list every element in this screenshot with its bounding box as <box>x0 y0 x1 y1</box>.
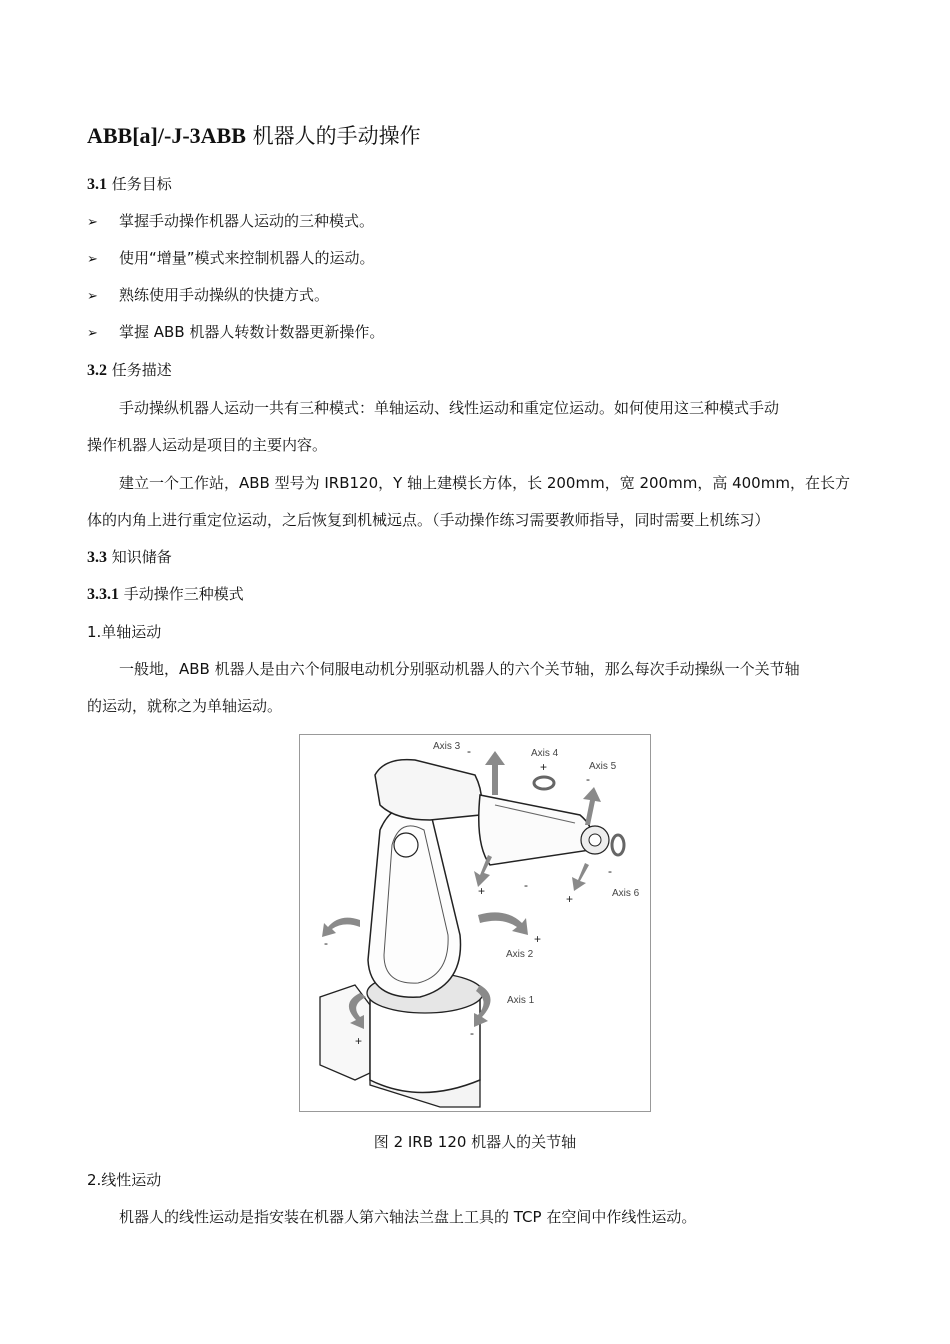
paragraph-line: 建立一个工作站，ABB 型号为 IRB120，Y 轴上建模长方体，长 200mm，宽 200mm，高 400mm，在长方 <box>119 474 850 492</box>
title-prefix: ABB[a]/-J-3ABB <box>87 123 246 148</box>
goal-text: 使用“增量”模式来控制机器人的运动。 <box>119 249 375 267</box>
flange-center <box>589 834 601 846</box>
upper-housing <box>375 760 482 820</box>
joint-2 <box>394 833 418 857</box>
bullet-arrow-icon: ➢ <box>87 289 98 304</box>
goal-text: 熟练使用手动操纵的快捷方式。 <box>119 286 330 304</box>
subheading-linear: 2.线性运动 <box>87 1171 162 1189</box>
axis2-arrow-right <box>478 912 528 935</box>
goal-text: 掌握手动操作机器人运动的三种模式。 <box>119 212 375 230</box>
section-number: 3.2 <box>87 362 107 379</box>
paragraph-line: 体的内角上进行重定位运动，之后恢复到机械远点。（手动操作练习需要教师指导，同时需要上机练习） <box>87 511 770 529</box>
axis-label: Axis 6 <box>612 888 640 899</box>
axis-label: Axis 3 <box>433 741 461 752</box>
section-number: 3.3 <box>87 549 107 566</box>
section-number: 3.3.1 <box>87 586 119 603</box>
minus-sign: - <box>470 1026 474 1040</box>
axis5-arrow-down <box>572 863 589 891</box>
axis-label: Axis 2 <box>506 949 534 960</box>
paragraph-line: 手动操纵机器人运动一共有三种模式：单轴运动、线性运动和重定位运动。如何使用这三种模式手动 <box>119 399 780 417</box>
section-heading-3-1 <box>87 174 172 195</box>
axis3-arrow-up <box>485 751 505 795</box>
section-number: 3.1 <box>87 176 107 193</box>
section-label: 手动操作三种模式 <box>119 585 244 603</box>
axis-label: Axis 1 <box>507 995 535 1006</box>
section-label: 任务目标 <box>107 175 172 193</box>
axis5-arrow-up <box>583 787 601 825</box>
axis6-rotation-arrow <box>612 835 624 855</box>
paragraph-line: 的运动，就称之为单轴运动。 <box>87 697 283 715</box>
axis3-arrow-down <box>474 855 492 887</box>
goal-text: 掌握 ABB 机器人转数计数器更新操作。 <box>119 323 385 341</box>
robot-axes-figure <box>299 734 651 1112</box>
minus-sign: - <box>586 772 590 786</box>
minus-sign: - <box>467 744 471 758</box>
section-heading-3-3-1 <box>87 584 244 605</box>
section-heading-3-2 <box>87 360 172 381</box>
lower-arm <box>368 806 461 998</box>
minus-sign: - <box>324 936 328 950</box>
axis4-rotation-arrow <box>534 777 554 789</box>
goal-list-item <box>87 322 384 344</box>
plus-sign: + <box>534 932 542 946</box>
title-text: 机器人的手动操作 <box>245 124 421 148</box>
goal-list-item <box>87 211 374 233</box>
minus-sign: - <box>524 878 528 892</box>
bullet-arrow-icon: ➢ <box>87 252 98 267</box>
axis1-arrow-left <box>322 918 360 937</box>
robot-illustration <box>300 735 650 1111</box>
plus-sign: + <box>566 892 574 906</box>
minus-sign: - <box>608 864 612 878</box>
plus-sign: + <box>540 760 548 774</box>
paragraph-line: 一般地，ABB 机器人是由六个伺服电动机分别驱动机器人的六个关节轴，那么每次手动操纵一个关节轴 <box>119 660 800 678</box>
page-title <box>87 120 421 150</box>
subheading-single-axis: 1.单轴运动 <box>87 623 162 641</box>
bullet-arrow-icon: ➢ <box>87 215 98 230</box>
motor-box <box>320 985 370 1080</box>
plus-sign: + <box>478 884 486 898</box>
bullet-arrow-icon: ➢ <box>87 326 98 341</box>
figure-caption: 图 2 IRB 120 机器人的关节轴 <box>373 1133 577 1151</box>
axis-label: Axis 4 <box>531 748 559 759</box>
paragraph-line: 操作机器人运动是项目的主要内容。 <box>87 436 328 454</box>
paragraph-line: 机器人的线性运动是指安装在机器人第六轴法兰盘上工具的 TCP 在空间中作线性运动。 <box>119 1208 697 1226</box>
axis-label: Axis 5 <box>589 761 617 772</box>
goal-list-item <box>87 248 375 270</box>
goal-list-item <box>87 285 329 307</box>
section-heading-3-3 <box>87 547 172 568</box>
section-label: 任务描述 <box>107 361 172 379</box>
plus-sign: + <box>355 1034 363 1048</box>
section-label: 知识储备 <box>107 548 172 566</box>
